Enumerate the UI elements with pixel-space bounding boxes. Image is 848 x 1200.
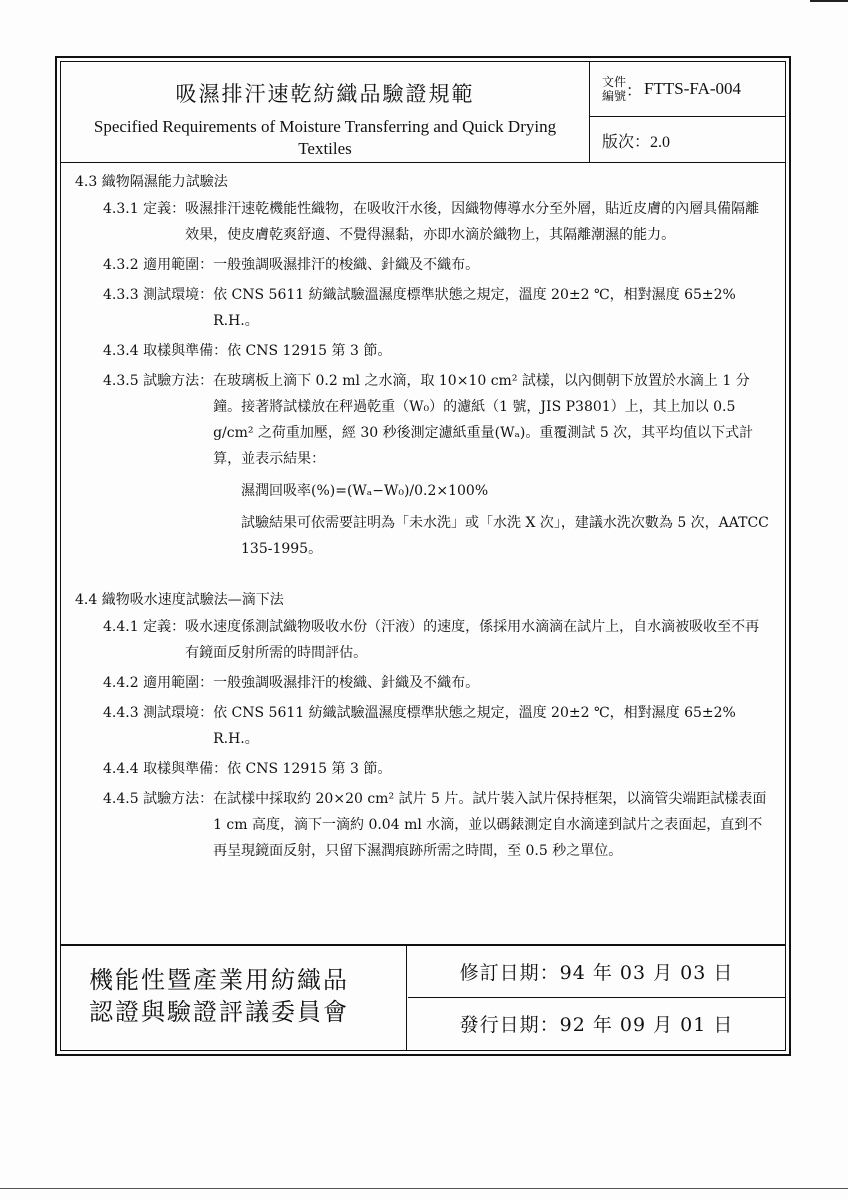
scan-edge-bottom xyxy=(0,1188,848,1189)
issue-date: 發行日期：92 年 09 月 01 日 xyxy=(408,997,785,1049)
title-cell xyxy=(61,62,590,162)
clause-label: 4.3.2 適用範圍： xyxy=(103,257,214,273)
clause-text: 依 CNS 12915 第 3 節。 xyxy=(227,761,392,777)
scan-edge-top xyxy=(810,0,848,2)
clause xyxy=(103,196,771,248)
clause xyxy=(103,700,771,752)
clause-label: 4.4.5 試驗方法： xyxy=(103,791,214,807)
clause-label: 4.3.1 定義： xyxy=(103,201,186,217)
doc-number: 文件 編號 ： FTTS-FA-004 xyxy=(590,62,785,117)
clause xyxy=(103,670,771,696)
clause-text: 依 CNS 5611 紡織試驗溫濕度標準狀態之規定，溫度 20±2 ℃，相對濕度 65±2% R.H.。 xyxy=(213,287,736,329)
clause-text: 依 CNS 12915 第 3 節。 xyxy=(227,343,392,359)
document-body xyxy=(75,166,771,864)
version: 版次：2.0 xyxy=(602,134,671,151)
clause-text: 吸濕排汗速乾機能性織物，在吸收汗水後，因織物傳導水分至外層，貼近皮膚的內層具備隔離效果，使皮膚乾爽舒適、不覺得濕黏，亦即水滴於織物上，其隔離潮濕的能力。 xyxy=(185,201,760,243)
clause xyxy=(103,368,771,472)
clause xyxy=(103,786,771,864)
clause-text: 在玻璃板上滴下 0.2 ml 之水滴，取 10×10 cm² 試樣，以內側朝下放置於水滴上 1 分鐘。接著將試樣放在秤過乾重（W₀）的濾紙（1 號，JIS P3801）上，其上加以 0.5 g/cm² 之荷重加壓，經 30 秒後測定濾紙重量(Wₐ)。重覆測試 5 次，其平均值以下式計算，並表示結果： xyxy=(213,373,754,467)
clause-text: 在試樣中採取約 20×20 cm² 試片 5 片。試片裝入試片保持框架，以滴管尖端距試樣表面 1 cm 高度，滴下一滴約 0.04 ml 水滴，並以碼錶測定自水滴達到試片之表面起，直到不再呈現鏡面反射，只留下濕潤痕跡所需之時間，至 0.5 秒之單位。 xyxy=(213,791,767,859)
clause-text: 吸水速度係測試織物吸收水份（汗液）的速度，係採用水滴滴在試片上，自水滴被吸收至不再有鏡面反射所需的時間評估。 xyxy=(185,619,760,661)
clause-label: 4.4.3 測試環境： xyxy=(103,705,214,721)
clause xyxy=(103,614,771,666)
revision-date: 修訂日期：94 年 03 月 03 日 xyxy=(459,962,734,984)
doc-number-value: FTTS-FA-004 xyxy=(644,79,742,98)
clause xyxy=(103,338,771,364)
clause xyxy=(103,252,771,278)
document-header xyxy=(61,62,785,163)
clause-text: 一般強調吸濕排汗的梭織、針織及不織布。 xyxy=(213,257,480,273)
clause-text: 一般強調吸濕排汗的梭織、針織及不織布。 xyxy=(213,675,480,691)
title-en: Specified Requirements of Moisture Transferring and Quick Drying Textiles xyxy=(93,117,557,158)
document-footer xyxy=(61,944,785,1050)
section-heading: 4.4 織物吸水速度試驗法—滴下法 xyxy=(75,592,284,608)
clause-label: 4.4.4 取樣與準備： xyxy=(103,761,228,777)
doc-number-label: 文件 編號 xyxy=(602,75,627,103)
formula: 濕潤回吸率(%)=(Wₐ−W₀)/0.2×100% xyxy=(241,483,489,499)
clause-text: 依 CNS 5611 紡織試驗溫濕度標準狀態之規定，溫度 20±2 ℃，相對濕度 65±2% R.H.。 xyxy=(213,705,736,747)
document-frame xyxy=(55,56,791,1056)
dates-cell xyxy=(408,946,785,1050)
result-note: 試驗結果可依需要註明為「未水洗」或「水洗 X 次」，建議水洗次數為 5 次，AATCC 135-1995。 xyxy=(241,515,769,557)
meta-cell xyxy=(590,62,785,162)
clause-label: 4.4.1 定義： xyxy=(103,619,186,635)
issuing-organization: 機能性暨產業用紡織品 認證與驗證評議委員會 xyxy=(61,946,407,1050)
clause xyxy=(103,282,771,334)
section-heading: 4.3 織物隔濕能力試驗法 xyxy=(75,174,228,190)
clause xyxy=(103,756,771,782)
clause-label: 4.3.5 試驗方法： xyxy=(103,373,214,389)
title-zh: 吸濕排汗速乾紡織品驗證規範 xyxy=(175,82,475,106)
clause-label: 4.3.3 測試環境： xyxy=(103,287,214,303)
clause-label: 4.4.2 適用範圍： xyxy=(103,675,214,691)
clause-label: 4.3.4 取樣與準備： xyxy=(103,343,228,359)
